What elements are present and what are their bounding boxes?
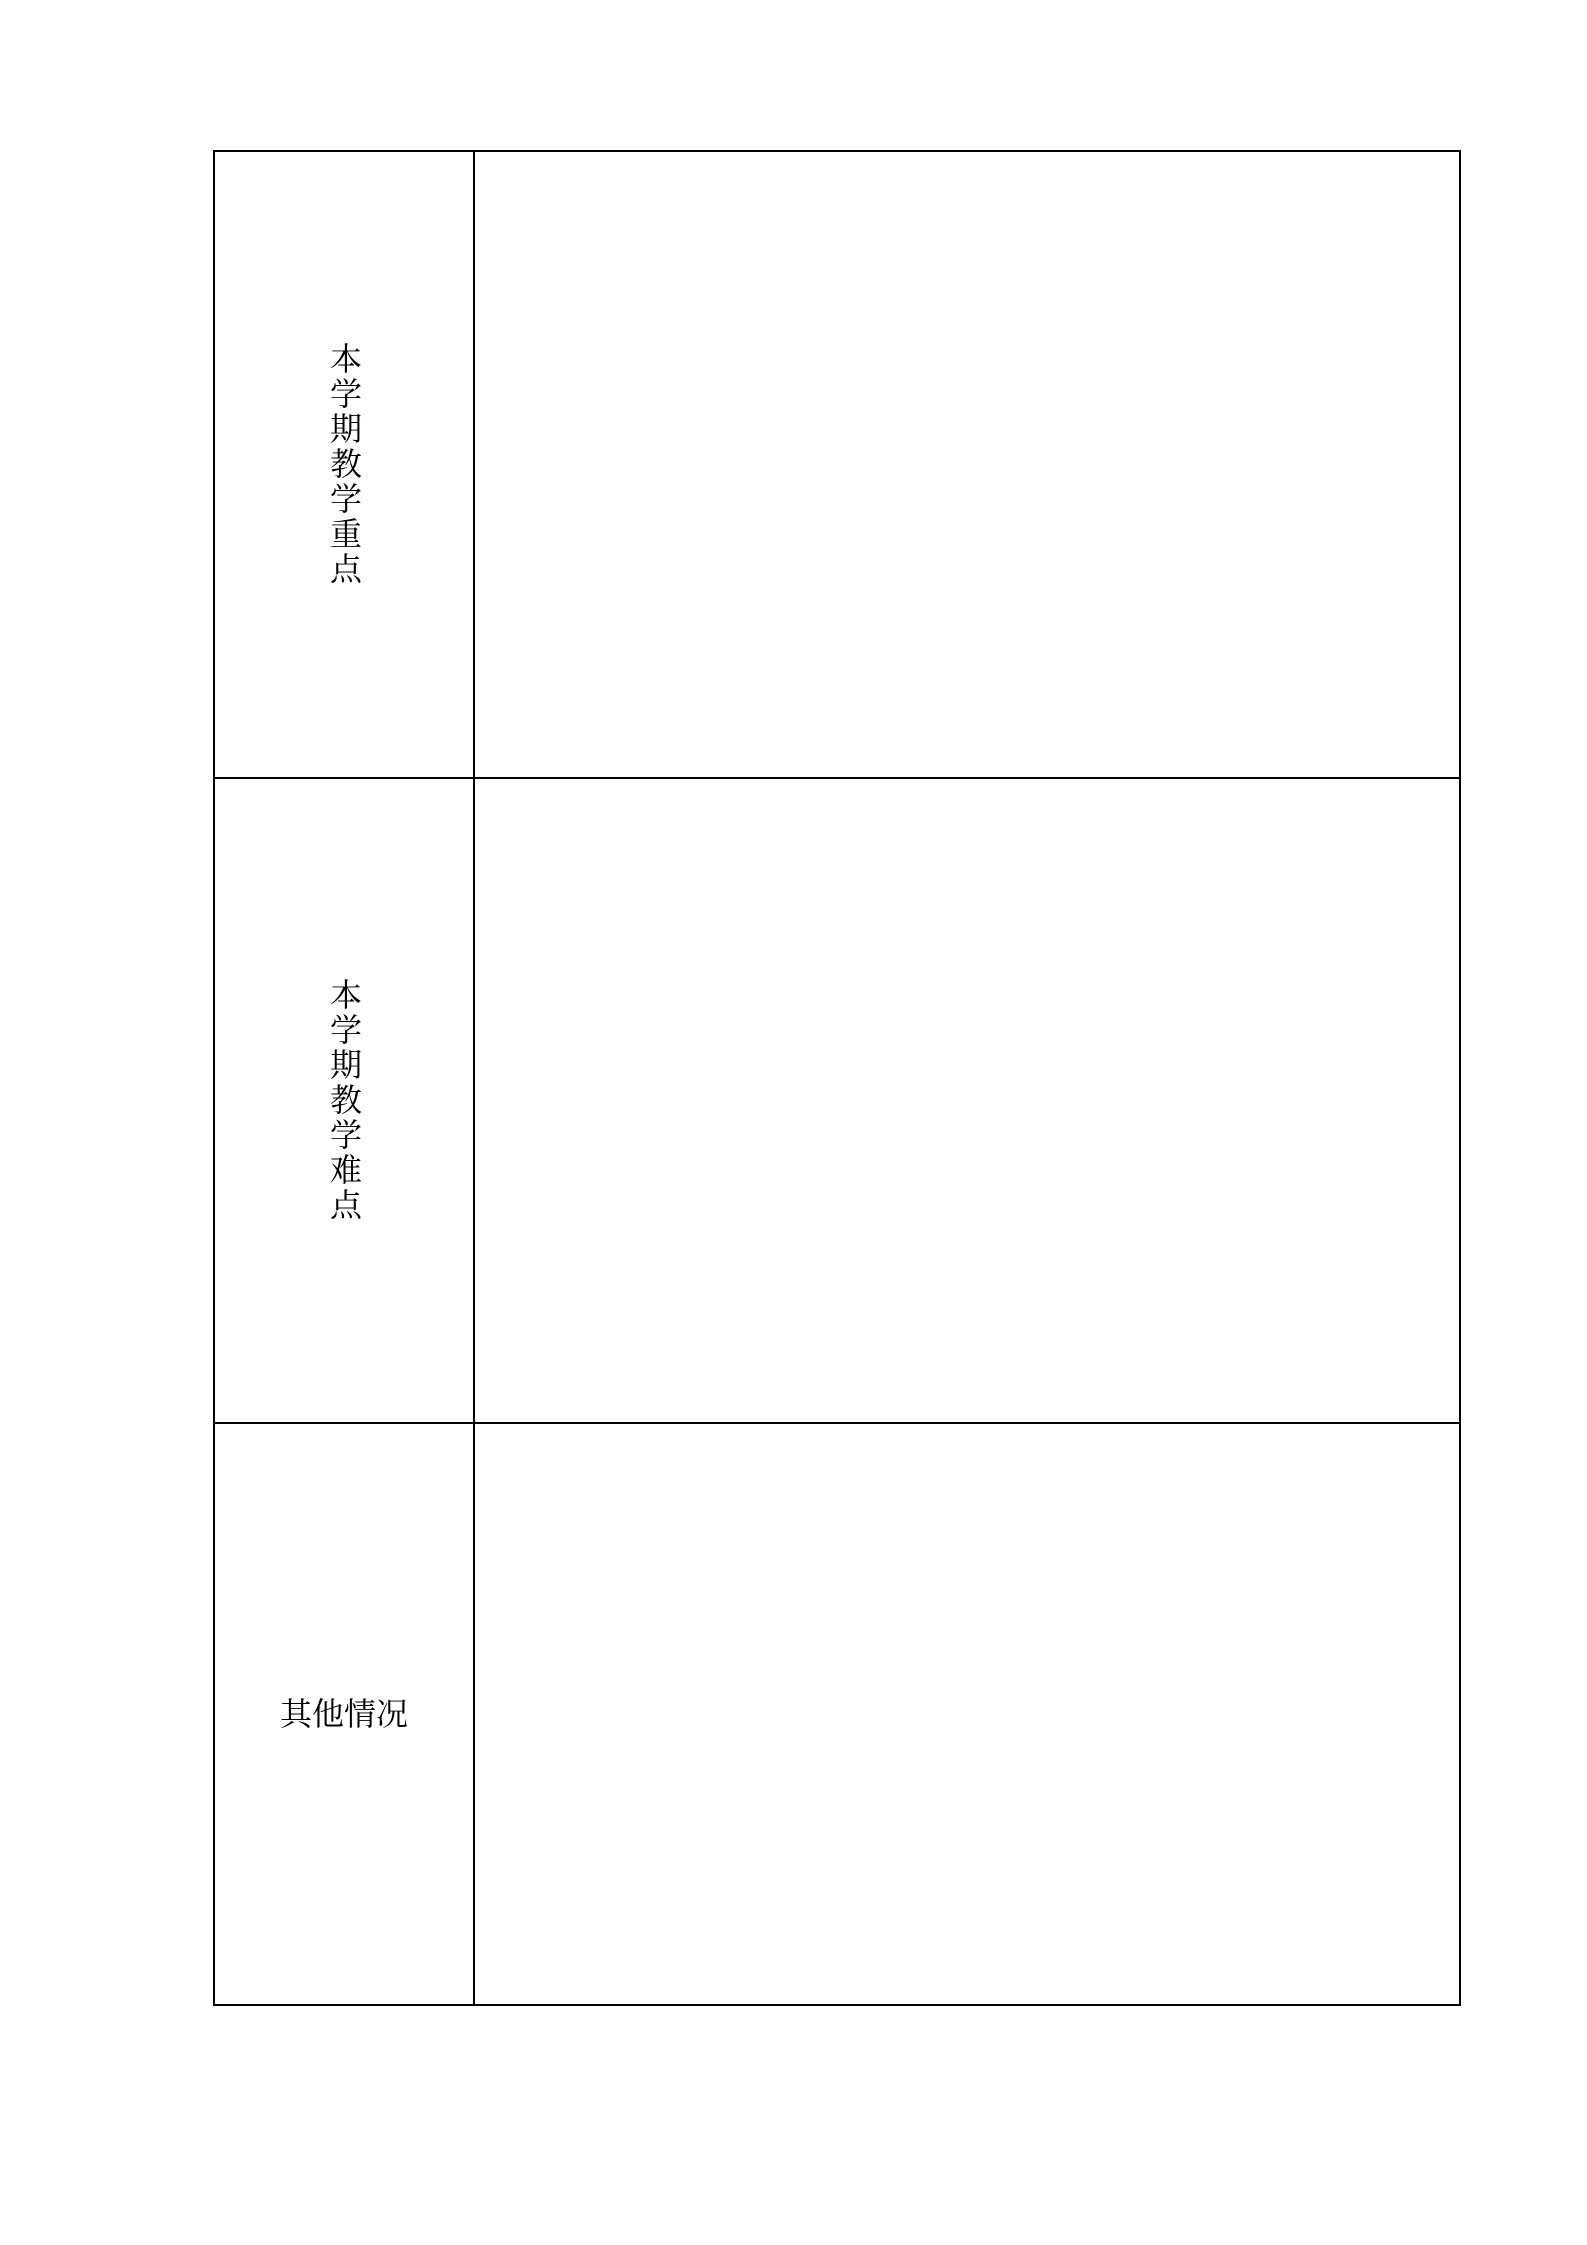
row-label-teaching-focus: 本学期教学重点 — [325, 342, 363, 587]
row-label-teaching-difficulty: 本学期教学难点 — [325, 978, 363, 1223]
row-label-cell-teaching-focus — [215, 152, 475, 779]
teaching-plan-table — [213, 150, 1461, 2006]
row-label-cell-teaching-difficulty — [215, 779, 475, 1424]
row-label-cell-other-info — [215, 1424, 475, 2004]
row-content-cell-teaching-difficulty[interactable] — [475, 779, 1459, 1424]
row-label-other-info: 其他情况 — [279, 1694, 408, 1733]
row-content-cell-teaching-focus[interactable] — [475, 152, 1459, 779]
row-content-cell-other-info[interactable] — [475, 1424, 1459, 2004]
